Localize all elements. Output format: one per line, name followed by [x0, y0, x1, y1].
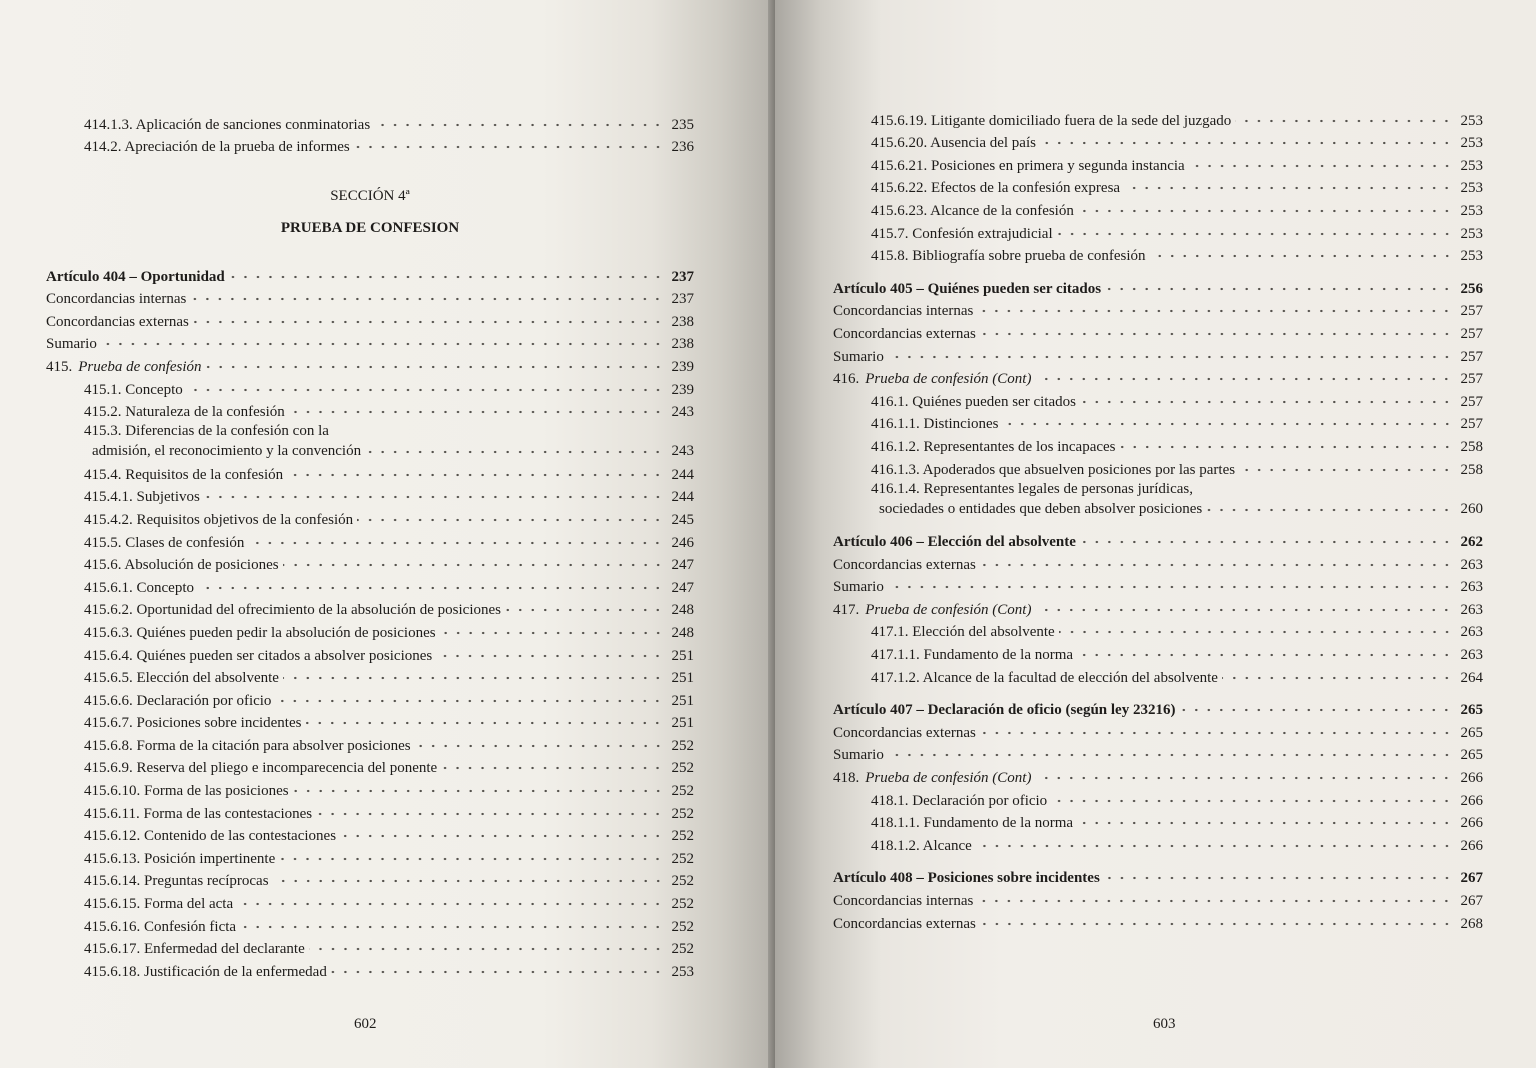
page-ref: 268	[1460, 915, 1483, 932]
toc-entry	[46, 687, 694, 710]
entry-title: 415.1. Concepto	[84, 381, 183, 398]
dot-leader	[1239, 464, 1453, 476]
page-ref: 253	[1460, 180, 1483, 197]
dot-leader	[248, 537, 664, 549]
page-ref: 252	[671, 873, 694, 890]
toc-entry	[833, 810, 1483, 833]
dot-leader	[1080, 396, 1453, 408]
page-ref: 235	[671, 116, 694, 133]
page-ref: 248	[671, 624, 694, 641]
toc-entry	[46, 552, 694, 575]
toc-entry	[46, 642, 694, 665]
toc-entry	[833, 243, 1483, 266]
section-label: SECCIÓN 4ª	[330, 188, 410, 204]
dot-leader	[1077, 649, 1453, 661]
page-ref: 257	[1460, 393, 1483, 410]
entry-title: 415.5. Clases de confesión	[84, 534, 245, 551]
entry-title: 415.6.22. Efectos de la confesión expresa	[871, 180, 1121, 197]
page-ref: 239	[671, 381, 694, 398]
toc-entry	[833, 197, 1483, 220]
page-ref: 252	[671, 805, 694, 822]
dot-leader	[1080, 536, 1453, 548]
entry-title: 415.6.9. Reserva del pliego e incomparecencia del ponente	[84, 760, 438, 777]
toc-entry	[46, 777, 694, 800]
toc-entry	[46, 755, 694, 778]
toc-entry	[46, 399, 694, 422]
toc-entry	[833, 456, 1483, 479]
entry-title: 414.2. Apreciación de la prueba de informes	[84, 139, 350, 156]
page-ref: 252	[671, 918, 694, 935]
dot-leader	[293, 785, 664, 797]
dot-leader	[309, 943, 664, 955]
article-heading	[46, 263, 694, 286]
entry-title: 418.1. Declaración por oficio	[871, 792, 1048, 809]
entry-title: 415.6.3. Quiénes pueden pedir la absolución de posiciones	[84, 624, 436, 641]
toc-entry	[46, 308, 694, 331]
chapter-number: 416.	[833, 371, 860, 388]
dot-leader	[283, 559, 664, 571]
entry-title: Artículo 404 – Oportunidad	[46, 268, 225, 285]
entry-title: 415.6.15. Forma del acta	[84, 896, 234, 913]
dot-leader	[206, 361, 664, 373]
dot-leader	[1059, 626, 1453, 638]
dot-leader	[193, 316, 664, 328]
page-ref: 257	[1460, 348, 1483, 365]
dot-leader	[415, 740, 664, 752]
entry-title: 415.6.4. Quiénes pueden ser citados a absolver posiciones	[84, 647, 433, 664]
dot-leader	[1003, 418, 1454, 430]
chapter-heading	[833, 366, 1483, 389]
page-ref: 253	[1460, 248, 1483, 265]
toc-entry	[833, 832, 1483, 855]
entry-title-line2: sociedades o entidades que deben absolver posiciones	[879, 500, 1203, 517]
page-ref: 244	[671, 466, 694, 483]
toc-entry	[833, 910, 1483, 933]
page-ref: 253	[1460, 225, 1483, 242]
page-ref: 264	[1460, 669, 1483, 686]
toc-entry	[833, 664, 1483, 687]
page-ref: 252	[671, 737, 694, 754]
dot-leader	[980, 559, 1453, 571]
page-ref: 263	[1460, 556, 1483, 573]
toc-entry	[46, 890, 694, 913]
entry-title-line1: 415.3. Diferencias de la confesión con la	[84, 423, 329, 440]
dot-leader	[441, 762, 664, 774]
page-ref: 245	[671, 511, 694, 528]
dot-leader	[198, 582, 664, 594]
toc-entry	[46, 461, 694, 484]
entry-title-line2: admisión, el reconocimiento y la convención	[92, 443, 362, 460]
dot-leader	[977, 305, 1453, 317]
entry-title: 415.6.14. Preguntas recíprocas	[84, 873, 269, 890]
dot-leader	[331, 966, 664, 978]
entry-title: 415.6.7. Posiciones sobre incidentes	[84, 715, 302, 732]
entry-title: Concordancias externas	[833, 556, 976, 573]
right-page	[775, 0, 1536, 1068]
dot-leader	[289, 406, 664, 418]
page-ref: 252	[671, 850, 694, 867]
toc-entry	[46, 800, 694, 823]
page-ref: 262	[1460, 534, 1483, 551]
dot-leader	[1189, 160, 1453, 172]
page-ref: 258	[1460, 461, 1483, 478]
page-ref: 257	[1460, 416, 1483, 433]
toc-entry	[833, 175, 1483, 198]
chapter-heading	[833, 764, 1483, 787]
dot-leader	[101, 338, 664, 350]
article-heading	[833, 275, 1483, 298]
dot-leader	[505, 604, 664, 616]
toc-right	[833, 107, 1483, 933]
dot-leader	[888, 581, 1453, 593]
toc-entry	[833, 641, 1483, 664]
entry-title: 415.6.13. Posición impertinente	[84, 850, 276, 867]
page-ref: 265	[1460, 747, 1483, 764]
toc-entry	[46, 331, 694, 354]
entry-title: Prueba de confesión (Cont)	[865, 601, 1032, 618]
entry-title: 415.8. Bibliografía sobre prueba de confesión	[871, 248, 1146, 265]
page-ref: 266	[1460, 815, 1483, 832]
entry-title: 415.6.5. Elección del absolvente	[84, 670, 279, 687]
page-ref: 239	[671, 358, 694, 375]
entry-title: 415.6.12. Contenido de las contestaciones	[84, 828, 337, 845]
entry-title: 414.1.3. Aplicación de sanciones conminatorias	[84, 116, 371, 133]
dot-leader	[888, 749, 1453, 761]
toc-entry	[46, 619, 694, 642]
dot-leader	[229, 271, 664, 283]
entry-title: Prueba de confesión	[78, 358, 202, 375]
entry-title: Artículo 405 – Quiénes pueden ser citados	[833, 280, 1102, 297]
page-ref: 256	[1460, 280, 1483, 297]
entry-title: Sumario	[833, 747, 884, 764]
entry-title: 416.1. Quiénes pueden ser citados	[871, 393, 1076, 410]
dot-leader	[283, 672, 664, 684]
toc-entry	[833, 130, 1483, 153]
page-ref: 265	[1460, 702, 1483, 719]
dot-leader	[1120, 441, 1453, 453]
entry-line2	[84, 441, 694, 461]
page-ref: 246	[671, 534, 694, 551]
entry-title: 415.4.2. Requisitos objetivos de la confesión	[84, 511, 354, 528]
page-ref: 251	[671, 670, 694, 687]
dot-leader	[1104, 872, 1453, 884]
dot-leader	[888, 351, 1453, 363]
page-ref: 260	[1460, 500, 1483, 517]
page-ref: 253	[671, 963, 694, 980]
page-ref: 243	[671, 404, 694, 421]
entry-title: 415.6.17. Enfermedad del declarante	[84, 941, 305, 958]
entry-title: 415.6.19. Litigante domiciliado fuera de la sede del juzgado	[871, 112, 1232, 129]
toc-entry	[46, 376, 694, 399]
entry-title: Artículo 407 – Declaración de oficio (según ley 23216)	[833, 702, 1176, 719]
toc-entry	[833, 220, 1483, 243]
toc-entry	[46, 134, 694, 157]
entry-title-line1: 416.1.4. Representantes legales de personas jurídicas,	[871, 480, 1193, 497]
dot-leader	[316, 808, 664, 820]
page-ref: 263	[1460, 647, 1483, 664]
entry-title: 416.1.3. Apoderados que absuelven posiciones por las partes	[871, 461, 1236, 478]
dot-leader	[980, 328, 1453, 340]
chapter-number: 417.	[833, 601, 860, 618]
page-ref: 263	[1460, 601, 1483, 618]
page-ref: 266	[1460, 770, 1483, 787]
toc-entry	[46, 506, 694, 529]
page-ref: 253	[1460, 157, 1483, 174]
entry-title: 415.4. Requisitos de la confesión	[84, 466, 284, 483]
toc-entry	[46, 845, 694, 868]
dot-leader	[977, 895, 1453, 907]
entry-title: 415.6.23. Alcance de la confesión	[871, 202, 1074, 219]
dot-leader	[357, 514, 664, 526]
page-ref: 252	[671, 760, 694, 777]
dot-leader	[1235, 115, 1453, 127]
dot-leader	[275, 695, 664, 707]
article-heading	[833, 697, 1483, 720]
entry-title: 416.1.1. Distinciones	[871, 416, 999, 433]
toc-entry	[833, 107, 1483, 130]
dot-leader	[1206, 504, 1453, 516]
toc-entry	[833, 298, 1483, 321]
toc-entry	[833, 152, 1483, 175]
entry-title: Prueba de confesión (Cont)	[865, 770, 1032, 787]
page-number-right: 603	[1153, 1016, 1176, 1032]
dot-leader	[365, 446, 664, 458]
dot-leader	[374, 119, 664, 131]
page-ref: 252	[671, 783, 694, 800]
chapter-number: 415.	[46, 358, 73, 375]
entry-title: 415.6.2. Oportunidad del ofrecimiento de la absolución de posiciones	[84, 602, 501, 619]
dot-leader	[436, 650, 664, 662]
entry-title: Prueba de confesión (Cont)	[865, 371, 1032, 388]
page-ref: 238	[671, 313, 694, 330]
toc-entry	[46, 529, 694, 552]
dot-leader	[354, 141, 664, 153]
entry-title: 415.6.20. Ausencia del país	[871, 135, 1036, 152]
entry-title: Concordancias externas	[46, 313, 189, 330]
article-heading	[833, 865, 1483, 888]
dot-leader	[305, 717, 664, 729]
chapter-heading	[833, 596, 1483, 619]
toc-entry	[46, 286, 694, 309]
dot-leader	[980, 918, 1453, 930]
chapter-heading	[46, 353, 694, 376]
entry-title: 415.6.1. Concepto	[84, 579, 194, 596]
page-ref: 253	[1460, 135, 1483, 152]
toc-entry	[833, 320, 1483, 343]
entry-title: 415.6.6. Declaración por oficio	[84, 692, 272, 709]
page-ref: 237	[671, 291, 694, 308]
entry-title: Sumario	[833, 579, 884, 596]
dot-leader	[1077, 817, 1453, 829]
dot-leader	[1035, 373, 1453, 385]
entry-title: Artículo 406 – Elección del absolvente	[833, 534, 1076, 551]
entry-title: Concordancias externas	[833, 915, 976, 932]
page-ref: 236	[671, 139, 694, 156]
page-number-left: 602	[354, 1016, 377, 1032]
entry-title: 418.1.2. Alcance	[871, 837, 972, 854]
dot-leader	[440, 627, 664, 639]
page-ref: 253	[1460, 112, 1483, 129]
dot-leader	[980, 727, 1453, 739]
dot-leader	[1222, 672, 1453, 684]
entry-title: 416.1.2. Representantes de los incapaces	[871, 438, 1116, 455]
page-ref: 251	[671, 647, 694, 664]
toc-entry	[833, 551, 1483, 574]
dot-leader	[1057, 228, 1453, 240]
entry-title: 418.1.1. Fundamento de la norma	[871, 815, 1074, 832]
entry-title: 415.6.18. Justificación de la enfermedad	[84, 963, 327, 980]
page-ref: 244	[671, 489, 694, 506]
toc-entry	[833, 343, 1483, 366]
entry-title: Artículo 408 – Posiciones sobre incidentes	[833, 870, 1100, 887]
dot-leader	[240, 921, 664, 933]
entry-title: 415.6.11. Forma de las contestaciones	[84, 805, 313, 822]
page-ref: 263	[1460, 579, 1483, 596]
page-ref: 248	[671, 602, 694, 619]
entry-title: Concordancias internas	[46, 291, 187, 308]
page-ref: 263	[1460, 624, 1483, 641]
dot-leader	[1051, 795, 1453, 807]
toc-entry	[46, 574, 694, 597]
page-ref: 252	[671, 896, 694, 913]
toc-entry	[46, 111, 694, 134]
toc-entry-multiline	[46, 421, 694, 461]
page-ref: 238	[671, 336, 694, 353]
toc-entry	[833, 887, 1483, 910]
entry-title: 417.1. Elección del absolvente	[871, 624, 1055, 641]
page-ref: 247	[671, 557, 694, 574]
toc-entry	[46, 823, 694, 846]
entry-title: 415.2. Naturaleza de la confesión	[84, 404, 285, 421]
toc-entry	[46, 732, 694, 755]
toc-left	[46, 111, 694, 156]
entry-title: 415.6.21. Posiciones en primera y segunda instancia	[871, 157, 1185, 174]
toc-entry	[833, 411, 1483, 434]
dot-leader	[1035, 604, 1453, 616]
page-ref: 257	[1460, 303, 1483, 320]
page-ref: 266	[1460, 837, 1483, 854]
entry-title: 415.6.8. Forma de la citación para absolver posiciones	[84, 737, 411, 754]
entry-title: Concordancias externas	[833, 325, 976, 342]
page-ref: 247	[671, 579, 694, 596]
page-ref: 266	[1460, 792, 1483, 809]
page-ref: 267	[1460, 870, 1483, 887]
toc-entry	[833, 742, 1483, 765]
page-ref: 251	[671, 715, 694, 732]
toc-entry	[46, 958, 694, 981]
page-ref: 252	[671, 941, 694, 958]
entry-title: 415.4.1. Subjetivos	[84, 489, 200, 506]
toc-entry	[46, 484, 694, 507]
dot-leader	[1078, 205, 1453, 217]
entry-title: 415.6. Absolución de posiciones	[84, 557, 279, 574]
chapter-number: 418.	[833, 770, 860, 787]
toc-entry	[46, 665, 694, 688]
entry-title: Concordancias externas	[833, 724, 976, 741]
entry-title: Concordancias internas	[833, 893, 974, 909]
toc-entry	[833, 619, 1483, 642]
entry-title: 415.7. Confesión extrajudicial	[871, 225, 1053, 242]
page-ref: 251	[671, 692, 694, 709]
entry-title: Sumario	[833, 348, 884, 365]
entry-title: Sumario	[46, 336, 97, 353]
toc-entry	[46, 868, 694, 891]
page-ref: 267	[1460, 893, 1483, 909]
entry-title: 415.6.16. Confesión ficta	[84, 918, 237, 935]
page-ref: 257	[1460, 371, 1483, 388]
entry-title: 417.1.1. Fundamento de la norma	[871, 647, 1074, 664]
toc-entry	[833, 388, 1483, 411]
dot-leader	[279, 853, 664, 865]
dot-leader	[1124, 182, 1453, 194]
dot-leader	[187, 384, 664, 396]
entry-title: 417.1.2. Alcance de la facultad de elección del absolvente	[871, 669, 1218, 686]
dot-leader	[204, 491, 664, 503]
toc-entry	[46, 936, 694, 959]
toc-entry	[833, 719, 1483, 742]
toc-entry	[833, 787, 1483, 810]
toc-entry	[833, 574, 1483, 597]
toc-entry	[46, 913, 694, 936]
article-heading	[833, 529, 1483, 552]
toc-entry	[833, 433, 1483, 456]
dot-leader	[340, 830, 664, 842]
entry-title: Concordancias internas	[833, 303, 974, 320]
dot-leader	[287, 469, 664, 481]
page-ref: 258	[1460, 438, 1483, 455]
toc-entry	[46, 597, 694, 620]
page-ref: 265	[1460, 724, 1483, 741]
dot-leader	[190, 293, 664, 305]
entry-line2	[871, 499, 1483, 519]
section-title: PRUEBA DE CONFESION	[280, 220, 460, 236]
dot-leader	[237, 898, 664, 910]
toc-entry	[46, 710, 694, 733]
page-ref: 253	[1460, 202, 1483, 219]
page-ref: 243	[671, 443, 694, 460]
toc-entry-multiline	[833, 479, 1483, 519]
dot-leader	[1040, 137, 1453, 149]
page-ref: 237	[671, 268, 694, 285]
toc-left-main	[46, 263, 694, 981]
entry-title: 415.6.10. Forma de las posiciones	[84, 783, 289, 800]
dot-leader	[1105, 283, 1453, 295]
dot-leader	[976, 840, 1453, 852]
toc-right-pre	[833, 107, 1483, 265]
dot-leader	[273, 875, 664, 887]
dot-leader	[1179, 704, 1453, 716]
dot-leader	[1035, 772, 1453, 784]
page-ref: 252	[671, 828, 694, 845]
page-ref: 257	[1460, 325, 1483, 342]
dot-leader	[1150, 250, 1453, 262]
